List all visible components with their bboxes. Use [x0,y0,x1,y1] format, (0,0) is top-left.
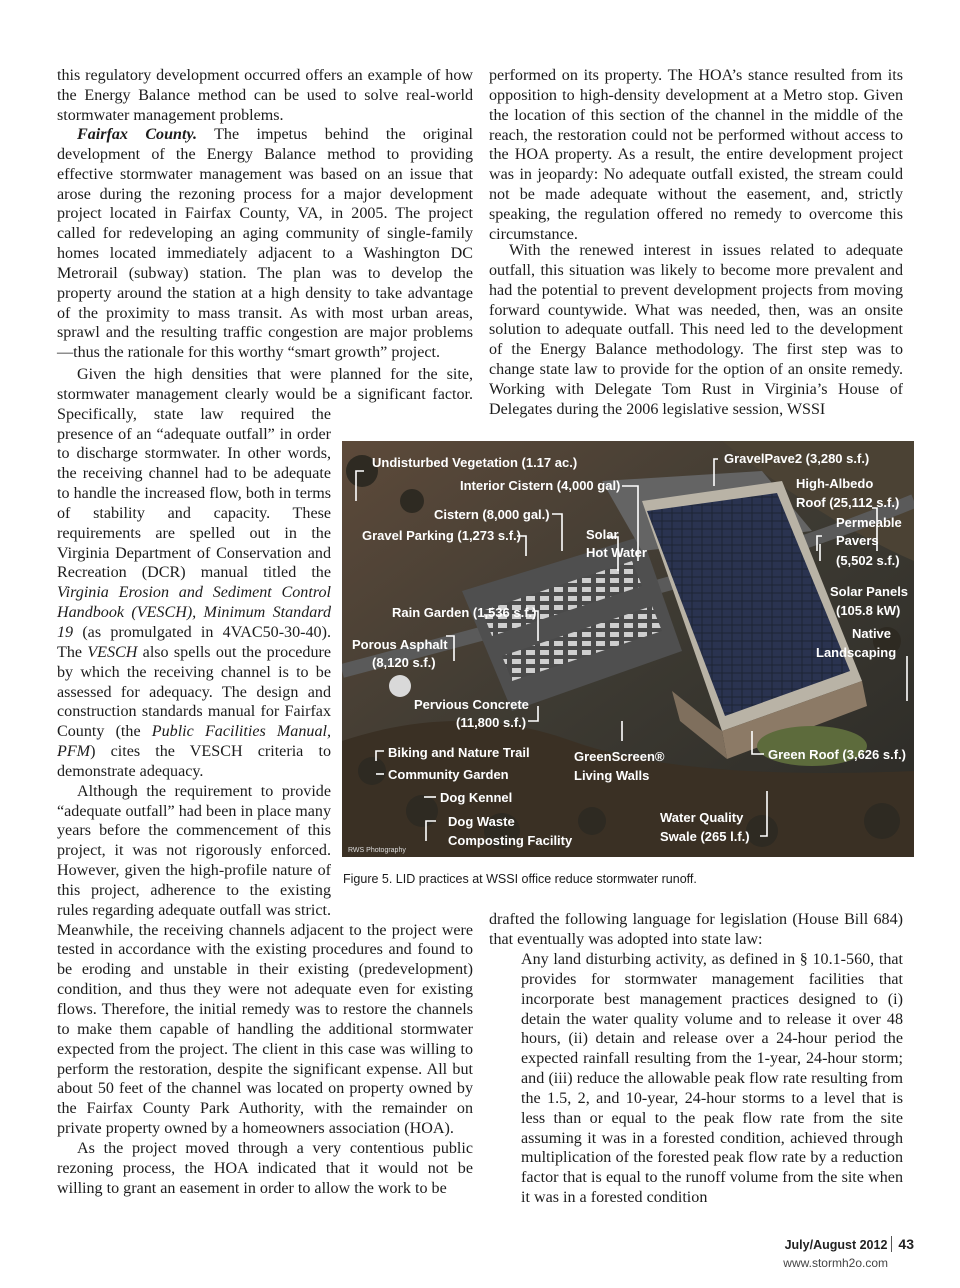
label-pervious-concrete-2: (11,800 s.f.) [456,715,527,730]
label-dog-waste-1: Dog Waste [448,814,515,829]
label-pervious-concrete-1: Pervious Concrete [414,697,529,712]
left-paragraph-4: Although the requirement to provide “adequate outfall” had been in place many years before the commencement of this project, it was not rigorously enforced. However, given the high-profile nature of this project, adherence to the existing rules regarding adequate outfall was strict. Meanwhile, the receiving channels adjacent to the project were tested in accordance with the existing procedures and found to be eroding and unstable in their existing (predevelopment) condition, and thus they were not adequate even for existing flows. Therefore, the initial remedy was to restore the channels to make them capable of handling the additional stormwater expected from the project. The client in this case was willing to perform the restoration, despite the significant expense. All but about 50 feet of the channel was located on property owned by the Fairfax County Park Authority, with the remainder on private property owned by a homeowners association (HOA). [57,782,473,1138]
p3-italic-vesch: VESCH [87,643,138,661]
label-permeable-pavers-3: (5,502 s.f.) [836,553,900,568]
legislation-quote: Any land disturbing activity, as defined in § 10.1-560, that provides for stormwater management facilities that incorporate best management practices designed to (i) detain the water quality volume and to release it over 48 hours, (ii) detain and release over a 24-hour period the expected rainfall resulting from the 1-year, 24-hour storm; and (iii) reduce the allowable peak flow rate resulting from the 1.5, 2, and 10-year, 24-hour storms to a level that is less than or equal to the peak flow rate from the site assuming it was in a forested condition, achieved through multiplication of the forested peak flow rate by a reduction factor that is equal to the runoff volume from the site when it was in a forested condition [521,951,903,1207]
label-greenscreen-1: GreenScreen® [574,749,665,764]
label-native-landscaping-1: Native [852,626,892,641]
right-paragraph-2: With the renewed interest in issues related to adequate outfall, this situation was likely to become more prevalent and had the potential to prevent development projects from moving forward countywide. What was needed, then, was an onsite solution to adequate outfall. This need led to the development of the Energy Balance methodology. The first step was to change state law to provide for the option of an onsite remedy. Working with Delegate Tom Rust in Virginia’s House of Delegates during the 2006 legislative session, WSSI [489,242,903,418]
label-undisturbed-vegetation: Undisturbed Vegetation (1.17 ac.) [372,455,578,470]
right-paragraph-3: drafted the following language for legislation (House Bill 684) that eventually was adopted into state law: [489,911,903,948]
left-paragraph-2 [57,125,473,363]
label-greenscreen-2: Living Walls [574,768,650,783]
label-community-garden: Community Garden [388,767,509,782]
label-porous-asphalt-2: (8,120 s.f.) [372,655,436,670]
label-gravelpave: GravelPave2 (3,280 s.f.) [724,451,870,466]
label-green-roof: Green Roof (3,626 s.f.) [768,747,906,762]
p3-text-a: Given the high densities that were planned for the site, stormwater management clearly would be a significant factor. Specifically, state law required the presence of an “adequate outfall” in order to discharge stormwater. In other words, the receiving channel had to be adequate to handle the increased flow, both in terms of stability and capacity. These requirements are spelled out in the Virginia Department of Conservation and Recreation (DCR) manual titled the [57,366,473,582]
label-solar-panels-1: Solar Panels [830,584,909,599]
label-native-landscaping-2: Landscaping [816,645,897,660]
label-porous-asphalt-1: Porous Asphalt [352,637,448,652]
aerial-photo-figure [342,441,914,857]
label-gravel-parking: Gravel Parking (1,273 s.f.) [362,528,521,543]
label-solar-panels-2: (105.8 kW) [836,603,901,618]
left-paragraph-5: As the project moved through a very contentious public rezoning process, the HOA indicated that it would not be willing to grant an easement in order to allow the work to be [57,1139,473,1197]
aerial-photo-illustration [342,441,914,857]
label-dog-waste-2: Composting Facility [448,833,573,848]
photo-credit: RWS Photography [348,847,406,854]
right-paragraph-1: performed on its property. The HOA’s stance resulted from its opposition to high-density development at a Metro stop. Given the location of this section of the channel in the middle of the reach, the restoration could not be performed without access to the HOA property. As a result, the entire development project was in jeopardy: No adequate outfall existed, the stream could not be made adequate without the easement, and, strictly speaking, the regulation offered no remedy to overcome this circumstance. [489,67,903,243]
label-high-albedo-2: Roof (25,112 s.f.) [796,495,900,510]
label-water-quality-2: Swale (265 l.f.) [660,829,750,844]
p3-italic-vesch-title: Virginia Erosion and Sediment Control Handbook (VESCH), Minimum Standard 19 [57,584,331,641]
label-cistern: Cistern (8,000 gal.) [434,507,550,522]
label-high-albedo-1: High-Albedo [796,476,874,491]
label-interior-cistern: Interior Cistern (4,000 gal) [460,478,621,493]
label-solar-hot-water-2: Hot Water [586,545,647,560]
page-number: 43 [891,1236,914,1252]
p3-text-c: also spells out the procedure by which the receiving channel is to be assessed for adequacy. The design and construction standards manual for Fairfax County (the [57,643,331,741]
page-footer [783,1236,914,1270]
label-permeable-pavers-2: Pavers [836,533,879,548]
label-water-quality-1: Water Quality [660,810,744,825]
p3-text-b: (as promulgated in 4VAC50-30-40). The [57,623,331,661]
label-solar-hot-water-1: Solar [586,527,619,542]
run-in-heading-fairfax: Fairfax County. [77,126,198,143]
website-url: www.stormh2o.com [783,1256,888,1270]
p3-text-d: ) cites the VESCH criteria to demonstrate adequacy. [57,743,331,780]
left-paragraph-2-body: The impetus behind the original development of the Energy Balance method to providing effective stormwater management was based on an issue that arose during the rezoning process for a major development project located in Fairfax County, VA, in 2005. The project called for redeveloping an aging community of single-family homes located immediately adjacent to a Washington DC Metrorail (subway) station. The plan was to develop the property around the station at a high density to take advantage of the proximity to mass transit. As with most urban areas, sprawl and the resulting traffic congestion are major problems—thus the rationale for this worthy “smart growth” project. [57,126,473,362]
left-paragraph-1: this regulatory development occurred offers an example of how the Energy Balance method can be used to solve real-world stormwater management problems. [57,67,473,124]
label-rain-garden: Rain Garden (1,536 s.f.) [392,605,537,620]
label-dog-kennel: Dog Kennel [440,790,513,805]
label-permeable-pavers-1: Permeable [836,515,902,530]
issue-date: July/August 2012 [784,1238,888,1252]
label-biking-trail: Biking and Nature Trail [388,745,530,760]
figure-caption: Figure 5. LID practices at WSSI office reduce stormwater runoff. [343,872,697,886]
p3-italic-pfm: Public Facilities Manual, PFM [57,723,331,761]
cistern-tank [389,675,411,697]
